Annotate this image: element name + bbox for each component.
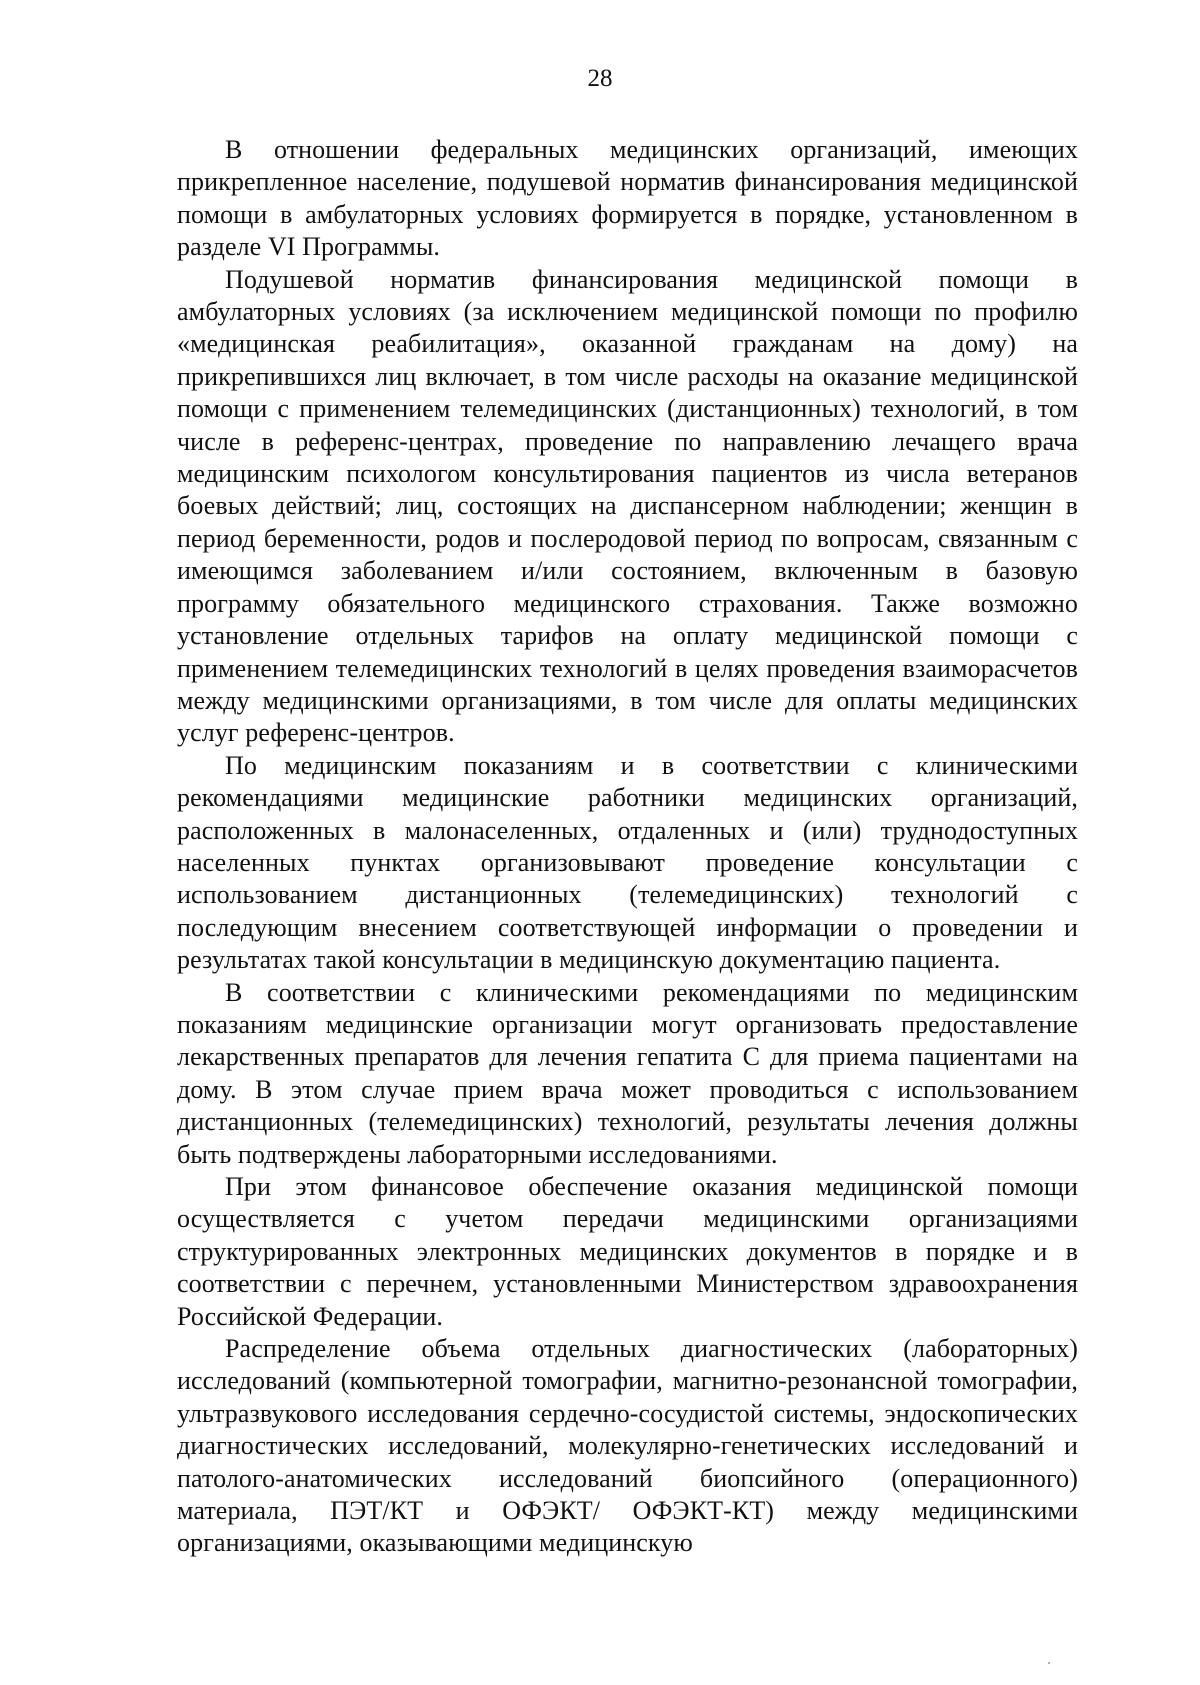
paragraph-diagnostic-distribution: Распределение объема отдельных диагностических (лабораторных) исследований (компьютерной томографии, магнитно-резонансной томографии, ультразвукового исследования сердечно-сосудистой системы, эндоскопических диагностических исследований, молекулярно-генетических исследований и патолого-анатомических исследований биопсийного (операционного) материала, ПЭТ/КТ и ОФЭКТ/ ОФЭКТ-КТ) между медицинскими организациями, оказывающими медицинскую bbox=[177, 1334, 1078, 1558]
page-number: 28 bbox=[587, 65, 613, 92]
paragraph-financial-provision: При этом финансовое обеспечение оказания медицинской помощи осуществляется с учетом передачи медицинскими организациями структурированных электронных медицинских документов в порядке и в соответствии с перечнем, установленными Министерством здравоохранения Российской Федерации. bbox=[177, 1172, 1078, 1331]
paragraph-federal-organizations: В отношении федеральных медицинских организаций, имеющих прикрепленное население, подушевой норматив финансирования медицинской помощи в амбулаторных условиях формируется в порядке, установленном в разделе VI Программы. bbox=[177, 135, 1078, 262]
document-body bbox=[177, 134, 1078, 1560]
paragraph-remote-consultations: По медицинским показаниям и в соответствии с клиническими рекомендациями медицинские работники медицинских организаций, расположенных в малонаселенных, отдаленных и (или) труднодоступных населенных пунктах организовывают проведение консультации с использованием дистанционных (телемедицинских) технологий с последующим внесением соответствующей информации о проведении и результатах такой консультации в медицинскую документацию пациента. bbox=[177, 750, 1078, 975]
paragraph-hepatitis-c-drugs: В соответствии с клиническими рекомендациями по медицинским показаниям медицинские организации могут организовать предоставление лекарственных препаратов для лечения гепатита С для приема пациентами на дому. В этом случае прием врача может проводиться с использованием дистанционных (телемедицинских) технологий, результаты лечения должны быть подтверждены лабораторными исследованиями. bbox=[177, 977, 1078, 1169]
paragraph-per-capita-standard: Подушевой норматив финансирования медицинской помощи в амбулаторных условиях (за исключением медицинской помощи по профилю «медицинская реабилитация», оказанной гражданам на дому) на прикрепившихся лиц включает, в том числе расходы на оказание медицинской помощи с применением телемедицинских (дистанционных) технологий, в том числе в референс-центрах, проведение по направлению лечащего врача медицинским психологом консультирования пациентов из числа ветеранов боевых действий; лиц, состоящих на диспансерном наблюдении; женщин в период беременности, родов и послеродовой период по вопросам, связанным с имеющимся заболеванием и/или состоянием, включенным в базовую программу обязательного медицинского страхования. Также возможно установление отдельных тарифов на оплату медицинской помощи с применением телемедицинских технологий в целях проведения взаиморасчетов между медицинскими организациями, в том числе для оплаты медицинских услуг референс-центров. bbox=[177, 264, 1078, 748]
scan-speck bbox=[1048, 1662, 1050, 1664]
